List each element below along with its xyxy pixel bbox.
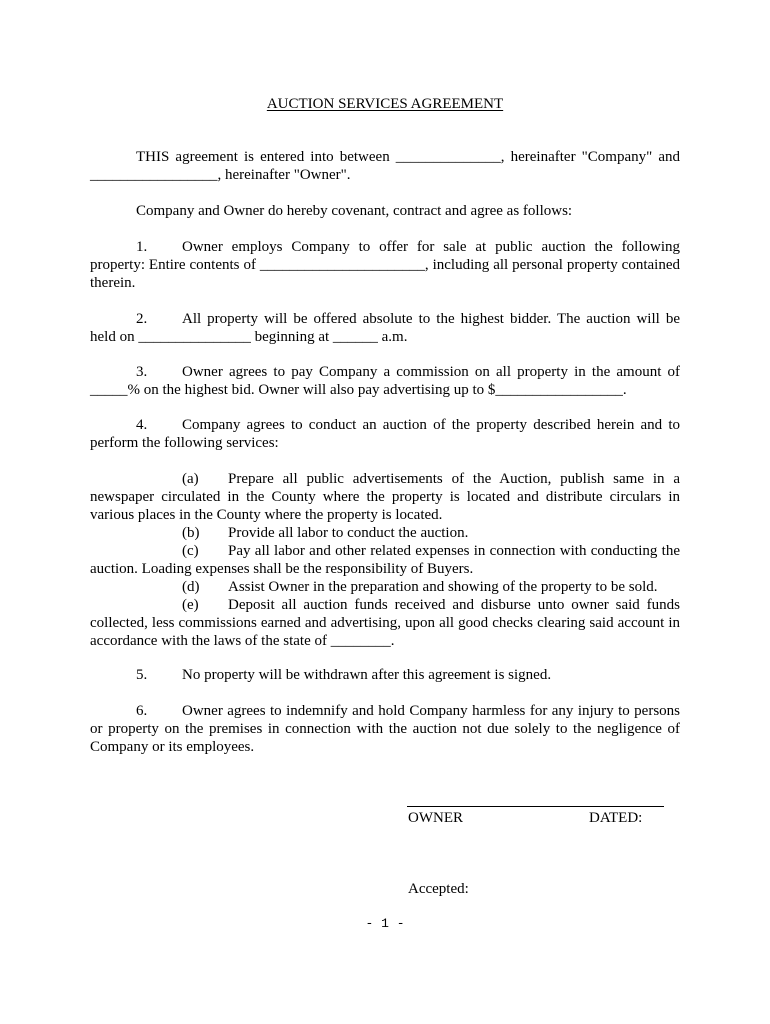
clause-4 <box>90 416 680 452</box>
owner-label: OWNER <box>408 810 463 826</box>
service-item-c <box>90 542 680 578</box>
service-item-b <box>90 524 680 542</box>
document-title: AUCTION SERVICES AGREEMENT <box>266 96 504 112</box>
service-item-e <box>90 596 680 650</box>
service-text: Provide all labor to conduct the auction. <box>228 525 469 541</box>
clause-text: No property will be withdrawn after this agreement is signed. <box>182 667 552 683</box>
clause-text: Owner agrees to indemnify and hold Company harmless for any injury to persons or property on the premises in connection with the auction not due solely to the negligence of Company or its employees. <box>90 703 680 755</box>
covenant-text: Company and Owner do hereby covenant, contract and agree as follows: <box>136 203 573 219</box>
intro-paragraph <box>90 148 680 184</box>
clause-number: 6. <box>136 703 148 719</box>
service-text: Pay all labor and other related expenses in connection with conducting the auction. Loading expenses shall be the responsibility of Buyers. <box>90 543 680 577</box>
accepted-label: Accepted: <box>408 881 469 897</box>
clause-3 <box>90 363 680 399</box>
service-text: Assist Owner in the preparation and showing of the property to be sold. <box>228 579 658 595</box>
service-label: (e) <box>182 597 199 613</box>
owner-signature-line <box>407 806 664 807</box>
clause-5 <box>90 666 680 684</box>
page-number: - 1 - <box>365 916 405 931</box>
clause-1 <box>90 238 680 292</box>
clause-number: 3. <box>136 364 148 380</box>
clause-2 <box>90 310 680 346</box>
clause-6 <box>90 702 680 756</box>
clause-number: 2. <box>136 311 148 327</box>
covenant-paragraph <box>90 202 680 220</box>
service-label: (c) <box>182 543 199 559</box>
service-text: Prepare all public advertisements of the Auction, publish same in a newspaper circulated in the County where the property is located and distribute circulars in various places in the County where the property is located. <box>90 471 680 523</box>
service-label: (d) <box>182 579 200 595</box>
dated-label: DATED: <box>589 810 643 826</box>
service-item-d <box>90 578 680 596</box>
clause-text: Owner employs Company to offer for sale at public auction the following property: Entire contents of ______________________, including all personal property contained therein. <box>90 239 680 291</box>
service-label: (a) <box>182 471 199 487</box>
clause-number: 1. <box>136 239 148 255</box>
clause-text: Owner agrees to pay Company a commission on all property in the amount of _____% on the highest bid. Owner will also pay advertising up to $_________________. <box>90 364 680 398</box>
service-item-a <box>90 470 680 524</box>
clause-text: All property will be offered absolute to the highest bidder. The auction will be held on _______________ beginning at ______ a.m. <box>90 311 680 345</box>
clause-text: Company agrees to conduct an auction of the property described herein and to perform the following services: <box>90 417 680 451</box>
clause-number: 5. <box>136 667 148 683</box>
service-label: (b) <box>182 525 200 541</box>
service-text: Deposit all auction funds received and disburse unto owner said funds collected, less commissions earned and advertising, upon all good checks clearing said account in accordance with the laws of the state of ________. <box>90 597 680 649</box>
services-list <box>90 470 680 650</box>
clause-number: 4. <box>136 417 148 433</box>
intro-text: THIS agreement is entered into between ______________, hereinafter "Company" and _________________, hereinafter "Owner". <box>90 149 680 183</box>
